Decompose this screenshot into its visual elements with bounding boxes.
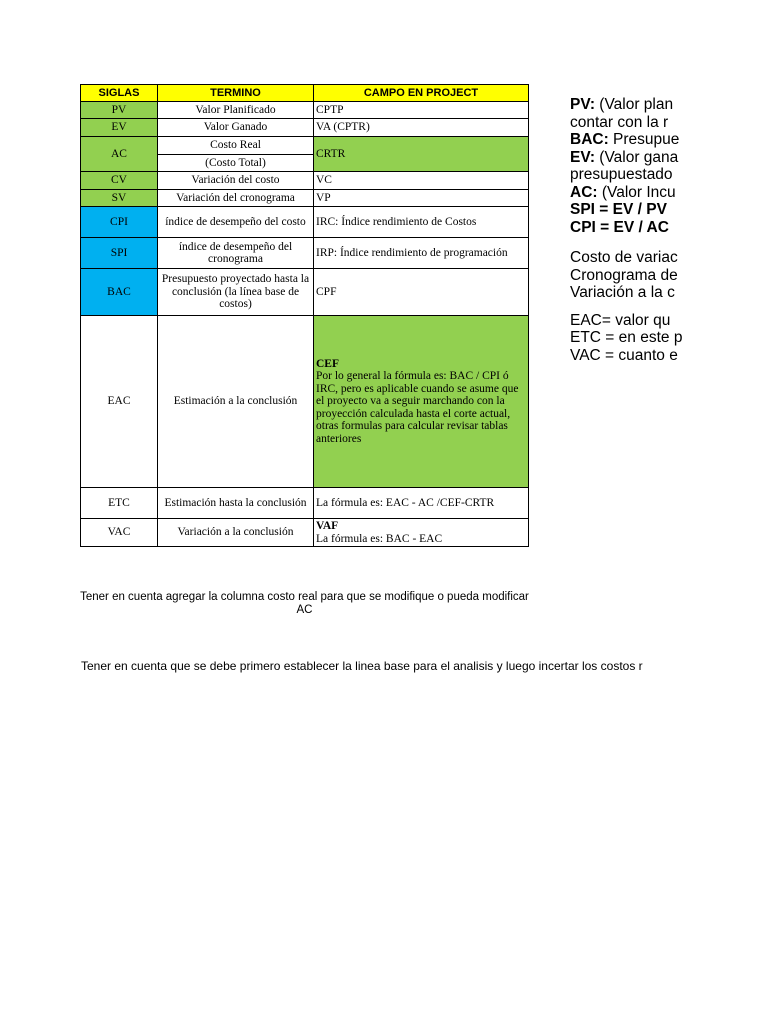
cpi-formula: CPI = EV / AC (570, 218, 669, 236)
campo-cell (314, 519, 529, 547)
termino-cell: índice de desempeño del cronograma (158, 238, 314, 269)
table-row-eac (81, 316, 529, 488)
pv-label: PV: (570, 96, 595, 113)
note-linea-base: Tener en cuenta que se debe primero establecer la linea base para el analisis y luego incertar los costos r (81, 659, 643, 673)
campo-text: Por lo general la fórmula es: BAC / CPI ó IRC, pero es aplicable cuando se asume que el proyecto va a seguir marchando con la proyección calculada hasta el corte actual, otras formulas para calcular revisar tablas anteriores (316, 370, 519, 445)
table-row-pv (81, 102, 529, 119)
termino-cell: Valor Planificado (158, 102, 314, 119)
table-row-spi (81, 238, 529, 269)
bac-definition (570, 131, 768, 149)
campo-title: CEF (316, 357, 339, 370)
sigla-cell: VAC (81, 519, 158, 547)
termino-cell: Costo Real (158, 137, 314, 155)
table-row-cv (81, 172, 529, 190)
ev-definition (570, 149, 768, 167)
header-campo: CAMPO EN PROJECT (314, 85, 529, 102)
ac-text: (Valor Incu (597, 183, 676, 201)
header-siglas: SIGLAS (81, 85, 158, 102)
sigla-cell: CV (81, 172, 158, 190)
table-row-vac (81, 519, 529, 547)
spi-formula: SPI = EV / PV (570, 201, 667, 218)
sigla-cell: SPI (81, 238, 158, 269)
sigla-cell: AC (81, 137, 158, 172)
termino-cell: Presupuesto proyectado hasta la conclusión (la línea base de costos) (158, 269, 314, 316)
campo-title: VAF (316, 520, 339, 532)
termino-cell: Variación a la conclusión (158, 519, 314, 547)
ac-label: AC: (570, 183, 598, 201)
ev-text: (Valor gana (594, 148, 679, 166)
termino-cell: índice de desempeño del costo (158, 207, 314, 238)
campo-cell: IRC: Índice rendimiento de Costos (314, 207, 529, 238)
ev-label: EV: (570, 148, 595, 166)
campo-cell: La fórmula es: EAC - AC /CEF-CRTR (314, 488, 529, 519)
pv-continuation: contar con la r (570, 113, 669, 131)
table-row-sv (81, 190, 529, 207)
campo-cell: VA (CPTR) (314, 119, 529, 137)
earned-value-table (80, 84, 529, 547)
sigla-cell: PV (81, 102, 158, 119)
table-row-etc (81, 488, 529, 519)
termino-cell: Variación del cronograma (158, 190, 314, 207)
bac-label: BAC: (570, 131, 609, 148)
campo-cell: CPTP (314, 102, 529, 119)
sigla-cell: EAC (81, 316, 158, 488)
ev-continuation: presupuestado (570, 166, 673, 183)
termino-cell: Variación del costo (158, 172, 314, 190)
header-termino: TERMINO (158, 85, 314, 102)
termino-cell: Estimación hasta la conclusión (158, 488, 314, 519)
table-header-row (81, 85, 529, 102)
termino-cell: Estimación a la conclusión (158, 316, 314, 488)
termino-cell: Valor Ganado (158, 119, 314, 137)
sigla-cell: SV (81, 190, 158, 207)
campo-cell: VC (314, 172, 529, 190)
sigla-cell: BAC (81, 269, 158, 316)
sigla-cell: ETC (81, 488, 158, 519)
campo-cell: IRP: Índice rendimiento de programación (314, 238, 529, 269)
definitions-panel (570, 96, 768, 364)
cv-line: Costo de variac (570, 249, 678, 266)
campo-text: La fórmula es: BAC - EAC (316, 532, 443, 545)
campo-cell (314, 316, 529, 488)
etc-line: ETC = en este p (570, 329, 683, 346)
bac-text: Presupue (608, 131, 680, 148)
table-row-ac (81, 137, 529, 155)
campo-cell: CPF (314, 269, 529, 316)
vac-line: VAC = cuanto e (570, 346, 678, 364)
sigla-cell: EV (81, 119, 158, 137)
sigla-cell: CPI (81, 207, 158, 238)
pv-text: (Valor plan (594, 96, 674, 113)
campo-cell: CRTR (314, 137, 529, 172)
table-row-bac (81, 269, 529, 316)
termino-cell: (Costo Total) (158, 155, 314, 172)
pv-definition (570, 96, 768, 114)
table-row-cpi (81, 207, 529, 238)
ac-definition (570, 184, 768, 202)
note-costo-real: Tener en cuenta agregar la columna costo real para que se modifique o pueda modificar AC (80, 591, 529, 616)
table-row-ev (81, 119, 529, 137)
campo-cell: VP (314, 190, 529, 207)
cronograma-line: Cronograma de (570, 266, 678, 284)
variacion-line: Variación a la c (570, 284, 675, 301)
eac-line: EAC= valor qu (570, 311, 671, 329)
